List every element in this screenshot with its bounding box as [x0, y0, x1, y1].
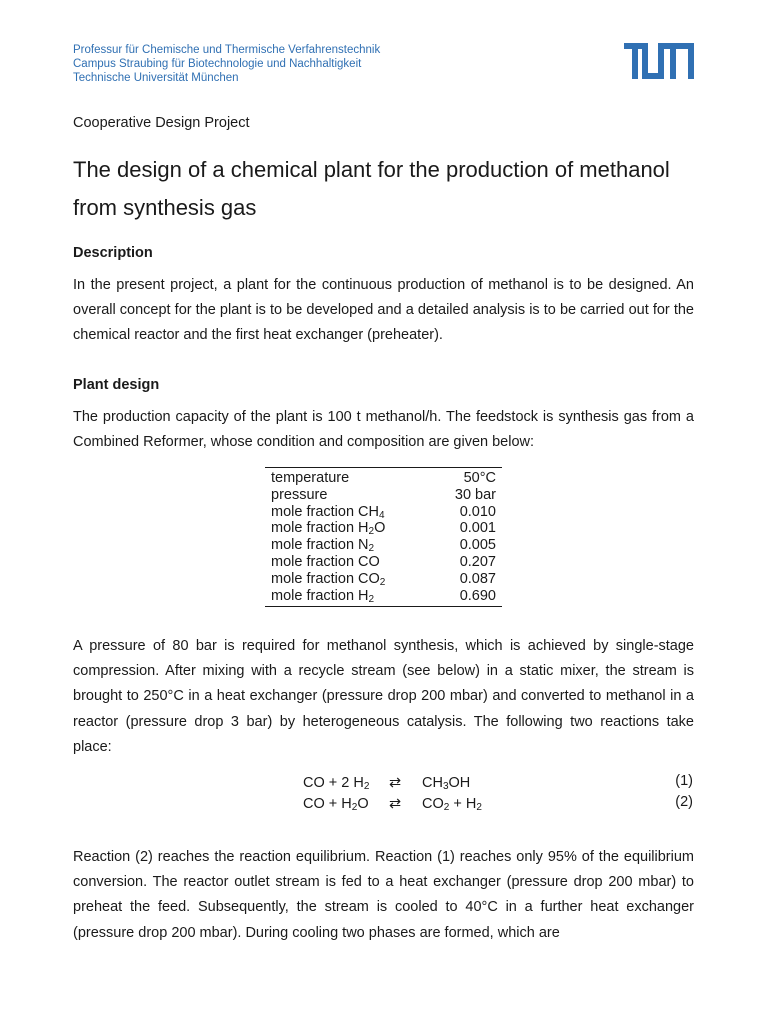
property-value: 50°C — [463, 470, 496, 486]
plant-design-paragraph-3: Reaction (2) reaches the reaction equilibrium. Reaction (1) reaches only 95% of the equilibrium conversion. The reactor outlet stream is fed to a heat exchanger (pressure drop 200 mbar) to preheat the feed. Subsequently, the stream is cooled to 40°C in a further heat exchanger (pressure drop 200 mbar). During cooling two phases are formed, which are — [73, 849, 694, 941]
reaction-equation-2 — [0, 796, 768, 816]
table-row — [265, 487, 502, 504]
reaction-lhs: CO + 2 $H_2$ — [303, 775, 370, 792]
property-value: 0.690 — [459, 587, 496, 604]
reaction-equation-1 — [0, 775, 768, 795]
institution-line-2: Campus Straubing für Biotechnologie und Nachhaltigkeit — [73, 58, 362, 70]
property-label: mole fraction $CO_2$ — [271, 570, 386, 588]
table-row — [265, 571, 502, 588]
equilibrium-arrow-icon: ⇄ — [389, 775, 402, 791]
institution-header — [73, 43, 380, 85]
reaction-rhs: $CH_3OH$ — [422, 775, 471, 792]
property-label: temperature — [271, 470, 350, 486]
document-eyebrow: Cooperative Design Project — [73, 115, 250, 131]
property-label: mole fraction $CH_4$ — [271, 503, 385, 521]
property-label: mole fraction CO — [271, 553, 380, 570]
feed-composition-table — [265, 467, 502, 607]
property-label: pressure — [271, 486, 328, 503]
table-row — [265, 588, 502, 607]
section-heading-description: Description — [73, 245, 153, 261]
tum-logo — [624, 43, 694, 79]
property-value: 30 bar — [454, 486, 496, 503]
plant-design-paragraph-2: A pressure of 80 bar is required for methanol synthesis, which is achieved by single-stage compression. After mixing with a recycle stream (see below) in a static mixer, the stream is brought to 250°C in a heat exchanger (pressure drop 200 mbar) and converted to methanol in a reactor (pressure drop 3 bar) by heterogeneous catalysis. The following two reactions take place: — [73, 638, 694, 755]
property-label: mole fraction $H_2$ — [271, 587, 375, 605]
table-row — [265, 504, 502, 521]
property-value: 0.005 — [459, 537, 496, 554]
table-row — [265, 537, 502, 554]
document-title: The design of a chemical plant for the production of methanol from synthesis gas — [73, 157, 670, 220]
table-row — [265, 520, 502, 537]
reaction-number: (1) — [675, 773, 693, 789]
institution-line-1: Professur für Chemische und Thermische Verfahrenstechnik — [73, 44, 381, 56]
property-value: 0.087 — [459, 570, 496, 587]
table-row — [265, 468, 502, 487]
reaction-number: (2) — [675, 794, 693, 810]
equilibrium-arrow-icon: ⇄ — [389, 796, 402, 812]
property-value: 0.001 — [459, 520, 496, 537]
institution-line-3: Technische Universität München — [73, 72, 239, 84]
property-value: 0.010 — [459, 503, 496, 520]
description-paragraph: In the present project, a plant for the continuous production of methanol is to be designed. An overall concept for the plant is to be developed and a detailed analysis is to be carried out for the chemical reactor and the first heat exchanger (preheater). — [73, 277, 694, 344]
reaction-rhs: $CO_2 + H_2$ — [422, 796, 482, 813]
plant-design-intro: The production capacity of the plant is 100 t methanol/h. The feedstock is synthesis gas from a Combined Reformer, whose condition and composition are given below: — [73, 409, 694, 451]
property-label: mole fraction $H_2O$ — [271, 520, 386, 538]
property-label: mole fraction $N_2$ — [271, 537, 375, 555]
reaction-lhs: CO + $H_2O$ — [303, 796, 369, 813]
table-row — [265, 554, 502, 571]
section-heading-plant-design: Plant design — [73, 377, 160, 393]
property-value: 0.207 — [459, 553, 496, 570]
